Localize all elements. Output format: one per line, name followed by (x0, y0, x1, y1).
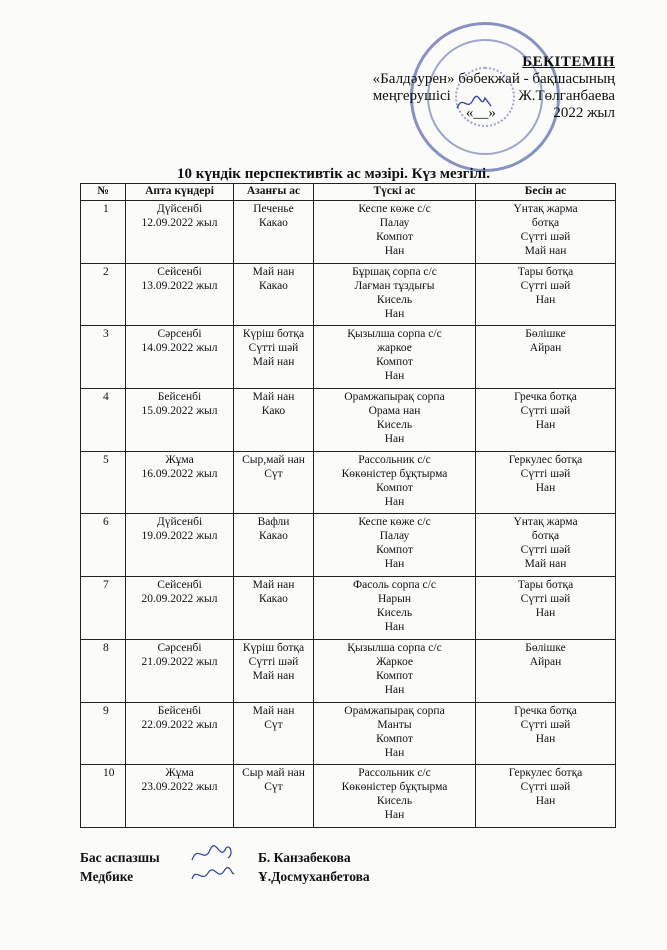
table-row (81, 201, 616, 264)
table-row (81, 326, 616, 389)
lunch-cell-line: Палау (379, 217, 410, 229)
snack-cell-line: Нан (535, 795, 556, 808)
lunch-cell-line: Орамжапырақ сорпа (344, 391, 445, 404)
snack-cell-line: Бөлішке (525, 328, 566, 341)
lunch-cell-line: Нан (384, 307, 405, 320)
row-number: 10 (81, 765, 126, 828)
breakfast-cell-line: Сүт (264, 718, 283, 731)
day-cell-line: 21.09.2022 жыл (141, 655, 218, 668)
breakfast-cell-line: Күріш ботқа (242, 328, 305, 341)
day-cell-line: Бейсенбі (157, 391, 202, 404)
table-row (81, 451, 616, 514)
lunch-cell-line: Лағман тұздығы (354, 279, 435, 292)
table-header-row (81, 184, 616, 201)
day-cell-line: Жұма (165, 767, 194, 780)
snack-cell-line: Айран (529, 342, 562, 355)
snack-cell-line: Сүтті шәй (520, 544, 571, 557)
breakfast-cell-line: Май нан (252, 579, 295, 592)
breakfast-cell-line: Май нан (252, 669, 295, 682)
lunch-cell-line: Көкөністер бұқтырма (341, 781, 448, 794)
snack-cell-line: Май нан (524, 558, 567, 571)
snack-cell-line: Нан (535, 732, 556, 745)
lunch-cell-line: Компот (376, 669, 413, 682)
table-row (81, 639, 616, 702)
approval-position: меңгерушісі (372, 88, 451, 104)
day-cell (126, 451, 234, 514)
lunch-cell-line: Компот (376, 481, 413, 494)
breakfast-cell-line: Май нан (252, 356, 295, 369)
lunch-cell-line: Көкөністер бұқтырма (341, 467, 448, 480)
snack-cell-line: Геркулес ботқа (508, 453, 583, 466)
breakfast-cell (234, 263, 314, 326)
approval-title: БЕКІТЕМІН (522, 54, 615, 70)
day-cell (126, 765, 234, 828)
snack-cell-line: Үнтақ жарма (513, 203, 578, 215)
day-cell-line: 14.09.2022 жыл (141, 342, 218, 355)
day-cell (126, 514, 234, 577)
snack-cell (476, 765, 616, 828)
breakfast-cell-line: Вафли (257, 516, 290, 529)
table-row (81, 263, 616, 326)
lunch-cell-line: Нарын (377, 593, 412, 606)
breakfast-cell-line: Сүт (264, 781, 283, 794)
lunch-cell (314, 639, 476, 702)
day-cell-line: Бейсенбі (157, 704, 202, 717)
lunch-cell-line: Рассольник с/с (358, 453, 431, 466)
lunch-cell (314, 577, 476, 640)
lunch-cell-line: Кеспе көже с/с (358, 203, 431, 215)
breakfast-cell-line: Күріш ботқа (242, 641, 305, 654)
breakfast-cell-line: Сүтті шәй (248, 655, 299, 668)
breakfast-cell (234, 514, 314, 577)
lunch-cell-line: Орамжапырақ сорпа (344, 704, 445, 717)
document-title: 10 күндік перспективтік ас мәзірі. Күз мезгілі. (177, 166, 490, 182)
signatures-footer (80, 848, 480, 886)
snack-cell-line: Тары ботқа (517, 265, 574, 278)
lunch-cell (314, 514, 476, 577)
day-cell (126, 639, 234, 702)
day-cell-line: Сәрсенбі (157, 641, 202, 654)
nurse-row (80, 867, 480, 886)
breakfast-cell (234, 765, 314, 828)
day-cell (126, 389, 234, 452)
breakfast-cell-line: Сүт (264, 467, 283, 480)
breakfast-cell-line: Какао (259, 530, 288, 543)
lunch-cell-line: Кисель (376, 607, 413, 620)
lunch-cell-line: Кеспе көже с/с (358, 516, 431, 529)
approval-day: «__» (465, 105, 496, 121)
breakfast-cell (234, 702, 314, 765)
breakfast-cell-line: Печенье (253, 203, 294, 215)
snack-cell (476, 389, 616, 452)
breakfast-cell (234, 451, 314, 514)
day-cell (126, 326, 234, 389)
day-cell (126, 201, 234, 264)
lunch-cell-line: Нан (384, 809, 405, 822)
lunch-cell-line: Нан (384, 683, 405, 696)
lunch-cell-line: Бұршақ сорпа с/с (352, 265, 437, 278)
row-number: 4 (81, 389, 126, 452)
lunch-cell-line: Нан (384, 495, 405, 508)
snack-cell (476, 702, 616, 765)
row-number: 5 (81, 451, 126, 514)
snack-cell (476, 326, 616, 389)
day-cell-line: 12.09.2022 жыл (141, 217, 218, 229)
snack-cell-line: Нан (535, 293, 556, 306)
lunch-cell-line: Нан (384, 433, 405, 446)
lunch-cell-line: Кисель (376, 795, 413, 808)
approval-line-3 (345, 105, 615, 122)
snack-cell-line: Сүтті шәй (520, 405, 571, 418)
breakfast-cell-line: Май нан (252, 391, 295, 404)
row-number: 9 (81, 702, 126, 765)
snack-cell-line: Нан (535, 481, 556, 494)
breakfast-cell-line: Май нан (252, 265, 295, 278)
snack-cell-line: Нан (535, 607, 556, 620)
lunch-cell-line: Нан (384, 245, 405, 257)
lunch-cell-line: Фасоль сорпа с/с (353, 579, 436, 592)
lunch-cell (314, 201, 476, 264)
row-number: 1 (81, 201, 126, 264)
table-row (81, 702, 616, 765)
approval-year: 2022 жыл (553, 105, 615, 121)
snack-cell-line: Тары ботқа (517, 579, 574, 592)
chef-role: Бас аспазшы (80, 850, 160, 865)
breakfast-cell-line: Сүтті шәй (248, 342, 299, 355)
day-cell-line: Сәрсенбі (157, 328, 202, 341)
approval-block (345, 54, 615, 122)
row-number: 7 (81, 577, 126, 640)
lunch-cell-line: Қызылша сорпа с/с (347, 328, 442, 341)
header-lunch: Түскі ас (314, 184, 476, 201)
lunch-cell (314, 263, 476, 326)
lunch-cell-line: Нан (384, 746, 405, 759)
lunch-cell (314, 389, 476, 452)
snack-cell-line: Геркулес ботқа (508, 767, 583, 780)
table-row (81, 514, 616, 577)
lunch-cell-line: Манты (377, 718, 412, 731)
breakfast-cell (234, 639, 314, 702)
table-body (81, 201, 616, 828)
row-number: 2 (81, 263, 126, 326)
chef-row (80, 848, 480, 867)
table-row (81, 389, 616, 452)
snack-cell-line: Бөлішке (525, 641, 566, 654)
snack-cell-line: Үнтақ жарма (513, 516, 578, 529)
lunch-cell-line: Нан (384, 558, 405, 571)
lunch-cell (314, 326, 476, 389)
snack-cell-line: Сүтті шәй (520, 781, 571, 794)
day-cell-line: 16.09.2022 жыл (141, 467, 218, 480)
day-cell-line: Дүйсенбі (156, 203, 203, 215)
approval-line-1: «Балдәурен» бөбекжай - бақшасының (372, 71, 615, 87)
breakfast-cell-line: Сыр май нан (242, 767, 305, 780)
day-cell-line: 15.09.2022 жыл (141, 405, 218, 418)
header-number: № (81, 184, 126, 201)
row-number: 6 (81, 514, 126, 577)
day-cell-line: Дүйсенбі (156, 516, 203, 529)
breakfast-cell-line: Какао (259, 593, 288, 606)
breakfast-cell (234, 201, 314, 264)
breakfast-cell (234, 577, 314, 640)
header-breakfast: Азанғы ас (234, 184, 314, 201)
lunch-cell-line: Жаркое (376, 655, 413, 668)
lunch-cell-line: Компот (376, 231, 413, 243)
chef-name: Б. Канзабекова (258, 850, 351, 865)
snack-cell-line: ботқа (531, 217, 560, 229)
day-cell-line: 20.09.2022 жыл (141, 593, 218, 606)
approval-name: Ж.Төлганбаева (518, 88, 615, 104)
lunch-cell-line: Компот (376, 544, 413, 557)
breakfast-cell-line: Какао (259, 217, 288, 229)
table-row (81, 577, 616, 640)
snack-cell-line: Май нан (524, 245, 567, 257)
lunch-cell (314, 765, 476, 828)
nurse-name: Ұ.Досмуханбетова (258, 869, 370, 884)
day-cell-line: 23.09.2022 жыл (141, 781, 218, 794)
day-cell-line: 13.09.2022 жыл (141, 279, 218, 292)
lunch-cell-line: Нан (384, 621, 405, 634)
nurse-signature (188, 861, 238, 891)
snack-cell (476, 451, 616, 514)
row-number: 3 (81, 326, 126, 389)
lunch-cell (314, 702, 476, 765)
lunch-cell-line: Орама нан (368, 405, 421, 418)
snack-cell-line: Сүтті шәй (520, 467, 571, 480)
snack-cell (476, 577, 616, 640)
lunch-cell-line: Рассольник с/с (358, 767, 431, 780)
snack-cell-line: Сүтті шәй (520, 279, 571, 292)
lunch-cell-line: Компот (376, 732, 413, 745)
day-cell-line: Сейсенбі (157, 579, 202, 592)
breakfast-cell-line: Сыр,май нан (242, 453, 305, 466)
day-cell (126, 702, 234, 765)
lunch-cell-line: Қызылша сорпа с/с (347, 641, 442, 654)
breakfast-cell-line: Май нан (252, 704, 295, 717)
nurse-role: Медбике (80, 869, 134, 884)
lunch-cell (314, 451, 476, 514)
snack-cell-line: Гречка ботқа (514, 704, 577, 717)
breakfast-cell (234, 326, 314, 389)
snack-cell (476, 514, 616, 577)
snack-cell-line: Айран (529, 655, 562, 668)
table-row (81, 765, 616, 828)
day-cell (126, 263, 234, 326)
lunch-cell-line: Нан (384, 370, 405, 383)
lunch-cell-line: Кисель (376, 419, 413, 432)
lunch-cell-line: Кисель (376, 293, 413, 306)
day-cell-line: Жұма (165, 453, 194, 466)
snack-cell-line: Гречка ботқа (514, 391, 577, 404)
menu-table (80, 183, 616, 828)
snack-cell (476, 639, 616, 702)
snack-cell-line: ботқа (531, 530, 560, 543)
header-day: Апта күндері (126, 184, 234, 201)
snack-cell-line: Сүтті шәй (520, 718, 571, 731)
day-cell-line: 19.09.2022 жыл (141, 530, 218, 543)
lunch-cell-line: Компот (376, 356, 413, 369)
day-cell-line: Сейсенбі (157, 265, 202, 278)
lunch-cell-line: жаркое (377, 342, 412, 355)
snack-cell-line: Сүтті шәй (520, 231, 571, 243)
approval-line-2 (345, 88, 615, 105)
snack-cell-line: Сүтті шәй (520, 593, 571, 606)
snack-cell-line: Нан (535, 419, 556, 432)
day-cell-line: 22.09.2022 жыл (141, 718, 218, 731)
header-snack: Бесін ас (476, 184, 616, 201)
row-number: 8 (81, 639, 126, 702)
snack-cell (476, 263, 616, 326)
breakfast-cell (234, 389, 314, 452)
breakfast-cell-line: Како (261, 405, 286, 418)
snack-cell (476, 201, 616, 264)
lunch-cell-line: Палау (379, 530, 410, 543)
day-cell (126, 577, 234, 640)
breakfast-cell-line: Какао (259, 279, 288, 292)
